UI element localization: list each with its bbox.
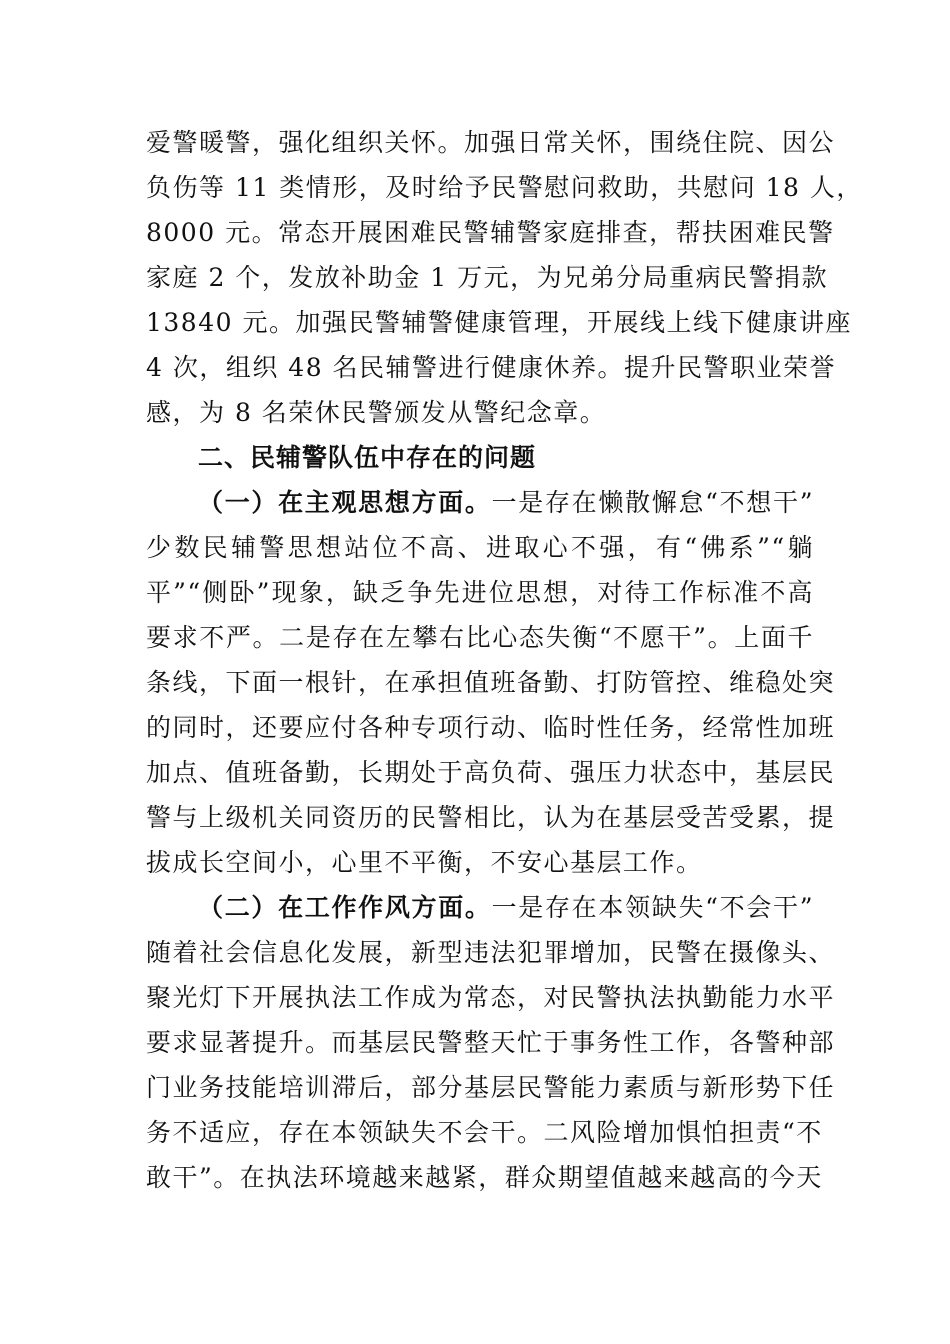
text-line: 务不适应，存在本领缺失不会干。二风险增加惧怕担责“不 (146, 1118, 823, 1147)
paragraph-subjective-thinking (146, 480, 836, 885)
text-line: 拔成长空间小，心里不平衡，不安心基层工作。 (146, 848, 703, 877)
text-line: 感，为 8 名荣休民警颁发从警纪念章。 (146, 398, 607, 427)
section-heading: 二、民辅警队伍中存在的问题 (198, 443, 537, 472)
text-line: 家庭 2 个，发放补助金 1 万元，为兄弟分局重病民警捐款 (146, 263, 829, 292)
paragraph-care (146, 120, 863, 435)
text-line: 要求显著提升。而基层民警整天忙于事务性工作，各警种部 (146, 1028, 836, 1057)
text-run: 一是存在本领缺失“不会干” (491, 893, 814, 922)
text-line (146, 885, 814, 930)
text-line: 条线，下面一根针，在承担值班备勤、打防管控、维稳处突 (146, 668, 836, 697)
text-line: 8000 元。常态开展困难民警辅警家庭排查，帮扶困难民警 (146, 218, 835, 247)
text-line: 门业务技能培训滞后，部分基层民警能力素质与新形势下任 (146, 1073, 836, 1102)
text-run: 一是存在懒散懈怠“不想干” (491, 488, 814, 517)
text-line: 敢干”。在执法环境越来越紧，群众期望值越来越高的今天 (146, 1163, 823, 1192)
text-line: 加点、值班备勤，长期处于高负荷、强压力状态中，基层民 (146, 758, 836, 787)
text-line: 警与上级机关同资历的民警相比，认为在基层受苦受累，提 (146, 803, 836, 832)
text-line: 要求不严。二是存在左攀右比心态失衡“不愿干”。上面千 (146, 623, 814, 652)
subsection-lead: （二）在工作作风方面。 (198, 893, 492, 922)
text-line: 爱警暖警，强化组织关怀。加强日常关怀，围绕住院、因公 (146, 128, 836, 157)
subsection-lead: （一）在主观思想方面。 (198, 488, 492, 517)
text-line: 4 次，组织 48 名民辅警进行健康休养。提升民警职业荣誉 (146, 353, 837, 382)
text-line: 13840 元。加强民警辅警健康管理，开展线上线下健康讲座 (146, 308, 852, 337)
text-line: 聚光灯下开展执法工作成为常态，对民警执法执勤能力水平 (146, 983, 836, 1012)
text-line: 少数民辅警思想站位不高、进取心不强，有“佛系”“躺 (146, 533, 814, 562)
text-line (146, 480, 814, 525)
text-line: 负伤等 11 类情形，及时给予民警慰问救助，共慰问 18 人， (146, 173, 863, 202)
text-line: 平”“侧卧”现象，缺乏争先进位思想，对待工作标准不高 (146, 578, 814, 607)
paragraph-work-style (146, 885, 836, 1200)
document-body (146, 120, 863, 1200)
text-line: 随着社会信息化发展，新型违法犯罪增加，民警在摄像头、 (146, 938, 836, 967)
text-line: 的同时，还要应付各种专项行动、临时性任务，经常性加班 (146, 713, 836, 742)
